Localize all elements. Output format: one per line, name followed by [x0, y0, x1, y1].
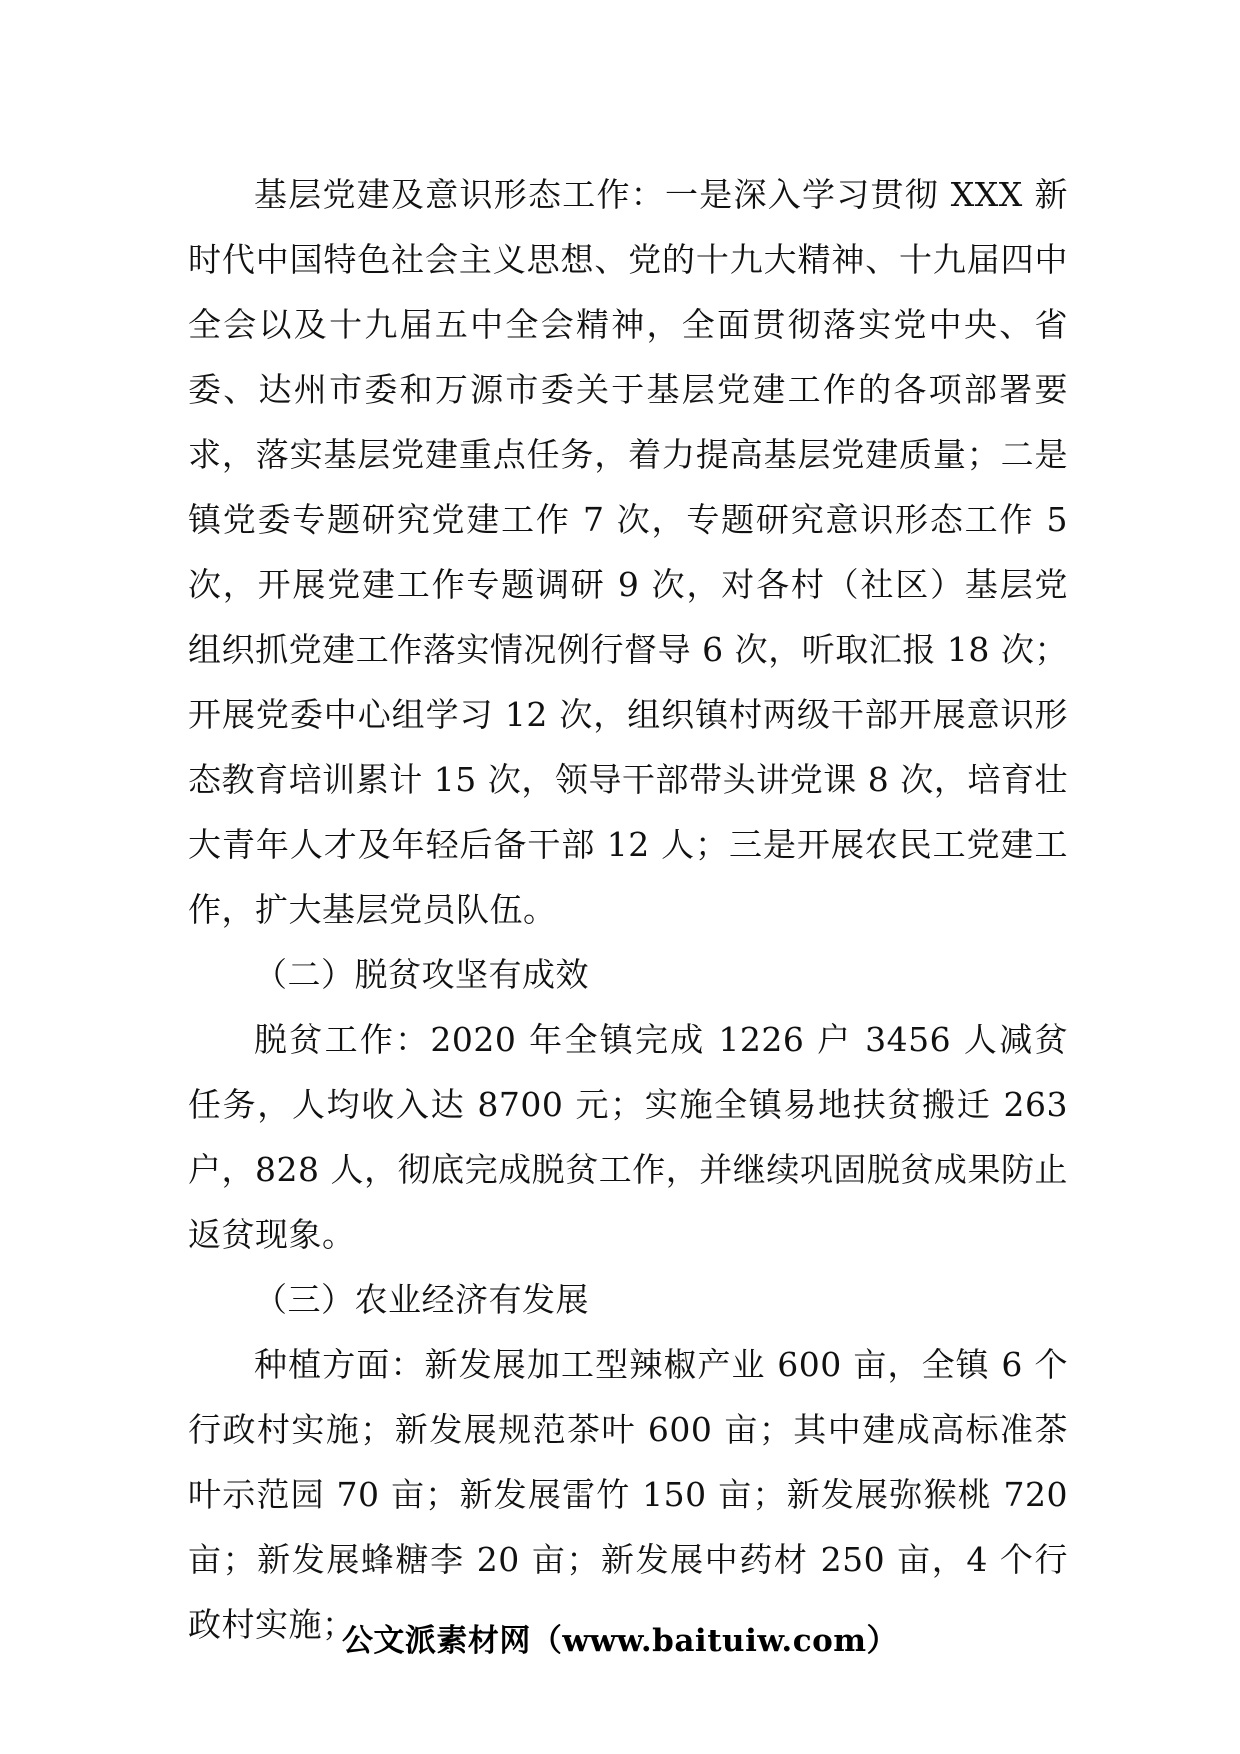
document-body [188, 162, 1068, 1657]
section-heading-agriculture: （三）农业经济有发展 [254, 1280, 589, 1319]
paragraph-party-building: 基层党建及意识形态工作：一是深入学习贯彻 XXX 新时代中国特色社会主义思想、党的十九大精神、十九届四中全会以及十九届五中全会精神，全面贯彻落实党中央、省委、达州市委和万源市委关于基层党建工作的各项部署要求，落实基层党建重点任务，着力提高基层党建质量；二是镇党委专题研究党建工作 7 次，专题研究意识形态工作 5 次，开展党建工作专题调研 9 次，对各村（社区）基层党组织抓党建工作落实情况例行督导 6 次，听取汇报 18 次；开展党委中心组学习 12 次，组织镇村两级干部开展意识形态教育培训累计 15 次，领导干部带头讲党课 8 次，培育壮大青年人才及年轻后备干部 12 人；三是开展农民工党建工作，扩大基层党员队伍。 [188, 175, 1068, 929]
page-footer-watermark: 公文派素材网（www.baituiw.com） [341, 1623, 899, 1659]
paragraph-poverty-work: 脱贫工作：2020 年全镇完成 1226 户 3456 人减贫任务，人均收入达 8700 元；实施全镇易地扶贫搬迁 263 户，828 人，彻底完成脱贫工作，并继续巩固脱贫成果防止返贫现象。 [188, 1020, 1068, 1254]
section-heading-poverty-alleviation: （二）脱贫攻坚有成效 [254, 955, 589, 994]
paragraph-planting: 种植方面：新发展加工型辣椒产业 600 亩，全镇 6 个行政村实施；新发展规范茶叶 600 亩；其中建成高标准茶叶示范园 70 亩；新发展雷竹 150 亩；新发展弥猴桃 720 亩；新发展蜂糖李 20 亩；新发展中药材 250 亩，4 个行政村实施； [188, 1345, 1068, 1644]
